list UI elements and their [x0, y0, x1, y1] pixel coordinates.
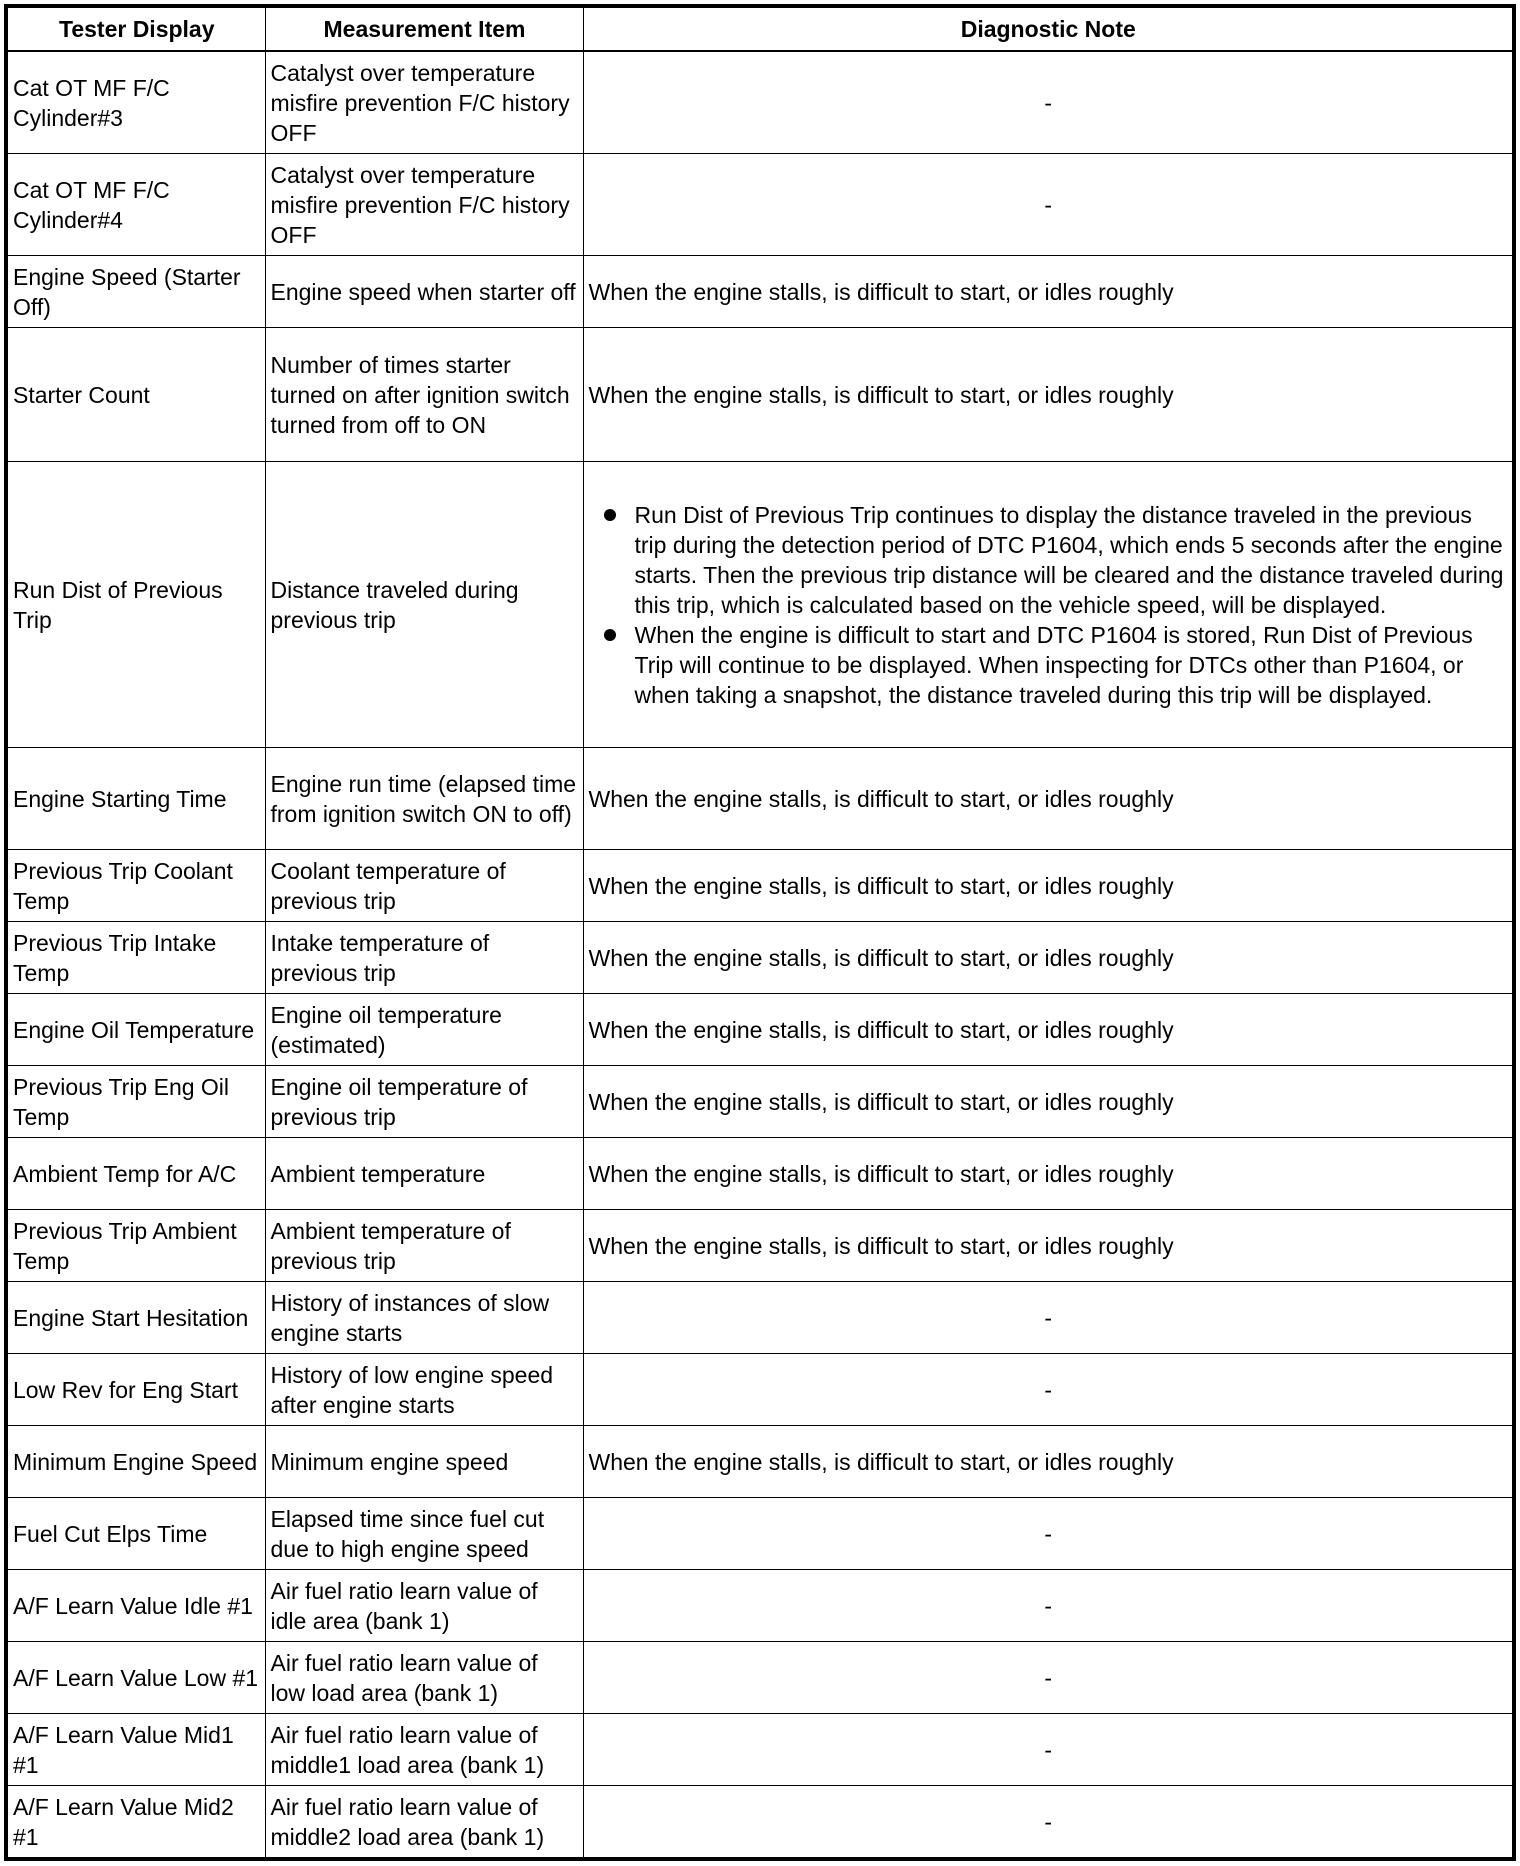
measurement-item-cell: Catalyst over temperature misfire prevention F/C history OFF	[265, 51, 583, 154]
bullet-item: When the engine is difficult to start and DTC P1604 is stored, Run Dist of Previous Trip will continue to be displayed. When inspecting for DTCs other than P1604, or when taking a snapshot, the distance traveled during this trip will be displayed.	[635, 620, 1509, 710]
tester-display-cell: Ambient Temp for A/C	[6, 1138, 265, 1210]
tester-display-cell: A/F Learn Value Idle #1	[6, 1570, 265, 1642]
table-row	[6, 994, 1514, 1066]
measurement-item-cell: Engine run time (elapsed time from ignition switch ON to off)	[265, 748, 583, 850]
table-row	[6, 1786, 1514, 1860]
table-row	[6, 1210, 1514, 1282]
tester-display-cell: Cat OT MF F/C Cylinder#4	[6, 154, 265, 256]
tester-display-cell: Engine Oil Temperature	[6, 994, 265, 1066]
data-list-table	[4, 4, 1516, 1861]
measurement-item-cell: Air fuel ratio learn value of low load area (bank 1)	[265, 1642, 583, 1714]
tester-display-cell: Minimum Engine Speed	[6, 1426, 265, 1498]
table-row	[6, 256, 1514, 328]
measurement-item-cell: Minimum engine speed	[265, 1426, 583, 1498]
diagnostic-note-cell: -	[583, 1642, 1514, 1714]
tester-display-cell: Engine Speed (Starter Off)	[6, 256, 265, 328]
diagnostic-note-cell: When the engine stalls, is difficult to start, or idles roughly	[583, 748, 1514, 850]
tester-display-cell: Starter Count	[6, 328, 265, 462]
table-row	[6, 51, 1514, 154]
measurement-item-cell: Air fuel ratio learn value of idle area (bank 1)	[265, 1570, 583, 1642]
measurement-item-cell: Ambient temperature of previous trip	[265, 1210, 583, 1282]
table-row	[6, 1570, 1514, 1642]
measurement-item-cell: Engine oil temperature of previous trip	[265, 1066, 583, 1138]
measurement-item-cell: Engine oil temperature (estimated)	[265, 994, 583, 1066]
measurement-item-cell: Coolant temperature of previous trip	[265, 850, 583, 922]
table-row	[6, 922, 1514, 994]
tester-display-cell: Previous Trip Ambient Temp	[6, 1210, 265, 1282]
measurement-item-cell: Distance traveled during previous trip	[265, 462, 583, 748]
table-row	[6, 1498, 1514, 1570]
table-header-row	[6, 6, 1514, 51]
diagnostic-note-cell: When the engine stalls, is difficult to start, or idles roughly	[583, 922, 1514, 994]
tester-display-cell: Engine Start Hesitation	[6, 1282, 265, 1354]
diagnostic-note-cell: When the engine stalls, is difficult to start, or idles roughly	[583, 850, 1514, 922]
bullet-item: Run Dist of Previous Trip continues to display the distance traveled in the previous trip during the detection period of DTC P1604, which ends 5 seconds after the engine starts. Then the previous trip distance will be cleared and the distance traveled during this trip, which is calculated based on the vehicle speed, will be displayed.	[635, 500, 1509, 620]
page	[4, 4, 1516, 1862]
table-row	[6, 1426, 1514, 1498]
diagnostic-note-cell	[583, 462, 1514, 748]
table-row	[6, 1138, 1514, 1210]
diagnostic-note-cell: -	[583, 154, 1514, 256]
table-row	[6, 1282, 1514, 1354]
table-row	[6, 154, 1514, 256]
tester-display-cell: A/F Learn Value Mid1 #1	[6, 1714, 265, 1786]
table-row	[6, 328, 1514, 462]
table-row	[6, 462, 1514, 748]
measurement-item-cell: Air fuel ratio learn value of middle2 load area (bank 1)	[265, 1786, 583, 1860]
tester-display-cell: Engine Starting Time	[6, 748, 265, 850]
measurement-item-cell: Intake temperature of previous trip	[265, 922, 583, 994]
table-row	[6, 748, 1514, 850]
measurement-item-cell: Air fuel ratio learn value of middle1 load area (bank 1)	[265, 1714, 583, 1786]
measurement-item-cell: History of low engine speed after engine starts	[265, 1354, 583, 1426]
tester-display-cell: Previous Trip Intake Temp	[6, 922, 265, 994]
measurement-item-cell: Elapsed time since fuel cut due to high engine speed	[265, 1498, 583, 1570]
measurement-item-cell: Catalyst over temperature misfire prevention F/C history OFF	[265, 154, 583, 256]
measurement-item-cell: Number of times starter turned on after ignition switch turned from off to ON	[265, 328, 583, 462]
diagnostic-note-bullets	[589, 500, 1509, 710]
table-row	[6, 1714, 1514, 1786]
tester-display-cell: Low Rev for Eng Start	[6, 1354, 265, 1426]
diagnostic-note-cell: When the engine stalls, is difficult to start, or idles roughly	[583, 328, 1514, 462]
tester-display-cell: A/F Learn Value Low #1	[6, 1642, 265, 1714]
diagnostic-note-cell: -	[583, 1282, 1514, 1354]
diagnostic-note-cell: When the engine stalls, is difficult to start, or idles roughly	[583, 1138, 1514, 1210]
diagnostic-note-cell: -	[583, 1714, 1514, 1786]
tester-display-cell: Previous Trip Eng Oil Temp	[6, 1066, 265, 1138]
tester-display-cell: Fuel Cut Elps Time	[6, 1498, 265, 1570]
diagnostic-note-cell: -	[583, 1786, 1514, 1860]
table-row	[6, 1642, 1514, 1714]
measurement-item-cell: Ambient temperature	[265, 1138, 583, 1210]
header-measurement-item: Measurement Item	[265, 6, 583, 51]
measurement-item-cell: Engine speed when starter off	[265, 256, 583, 328]
diagnostic-note-cell: When the engine stalls, is difficult to start, or idles roughly	[583, 1210, 1514, 1282]
diagnostic-note-cell: -	[583, 1570, 1514, 1642]
measurement-item-cell: History of instances of slow engine starts	[265, 1282, 583, 1354]
diagnostic-note-cell: When the engine stalls, is difficult to start, or idles roughly	[583, 994, 1514, 1066]
table-row	[6, 850, 1514, 922]
tester-display-cell: Cat OT MF F/C Cylinder#3	[6, 51, 265, 154]
table-row	[6, 1354, 1514, 1426]
diagnostic-note-cell: When the engine stalls, is difficult to start, or idles roughly	[583, 1066, 1514, 1138]
diagnostic-note-cell: -	[583, 1354, 1514, 1426]
diagnostic-note-cell: -	[583, 51, 1514, 154]
tester-display-cell: A/F Learn Value Mid2 #1	[6, 1786, 265, 1860]
diagnostic-note-cell: When the engine stalls, is difficult to start, or idles roughly	[583, 256, 1514, 328]
tester-display-cell: Run Dist of Previous Trip	[6, 462, 265, 748]
header-tester-display: Tester Display	[6, 6, 265, 51]
table-row	[6, 1066, 1514, 1138]
diagnostic-note-cell: -	[583, 1498, 1514, 1570]
header-diagnostic-note: Diagnostic Note	[583, 6, 1514, 51]
diagnostic-note-cell: When the engine stalls, is difficult to start, or idles roughly	[583, 1426, 1514, 1498]
tester-display-cell: Previous Trip Coolant Temp	[6, 850, 265, 922]
